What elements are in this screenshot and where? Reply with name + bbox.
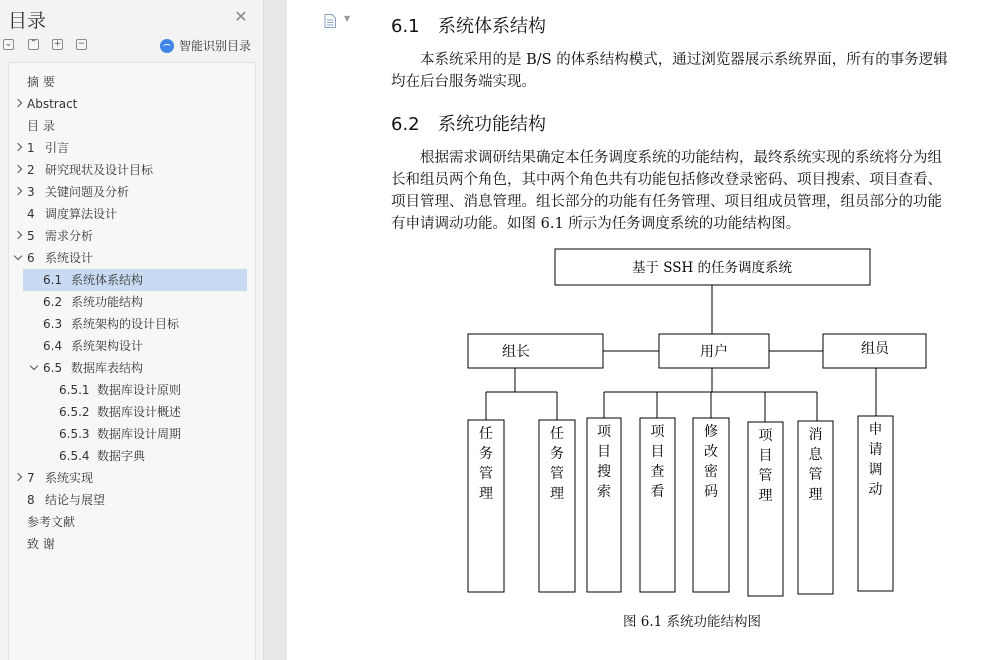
collapse-all-icon[interactable]: ⌄	[4, 39, 13, 49]
toc-item-label: 数据字典	[97, 449, 146, 463]
leaf-node-label: 项目管理	[758, 428, 773, 504]
chevron-right-icon[interactable]	[13, 99, 23, 109]
paragraph-line: 项目管理、消息管理。组长部分的功能有任务管理、项目组成员管理，组员部分的功能	[391, 194, 942, 210]
smart-toc-button[interactable]	[160, 37, 251, 54]
chevron-right-icon[interactable]	[13, 187, 23, 197]
chevron-right-icon[interactable]	[13, 473, 23, 483]
toc-item-number: 6.5	[43, 361, 63, 375]
toc-item-number: 6.4	[43, 339, 63, 353]
smart-toc-label: 智能识别目录	[179, 39, 252, 53]
section-title: 系统体系结构	[438, 16, 546, 37]
toc-item-number: 1	[27, 141, 35, 155]
toc-item[interactable]	[9, 357, 255, 379]
chevron-right-icon[interactable]	[13, 231, 23, 241]
toc-item[interactable]	[9, 93, 255, 115]
toc-item-label: 数据库设计周期	[97, 427, 182, 441]
leaf-node-label: 项目查看	[650, 424, 665, 500]
toc-item-label: 系统设计	[45, 251, 94, 265]
paragraph-line: 有申请调动功能。如图 6.1 所示为任务调度系统的功能结构图。	[391, 216, 801, 232]
toc-item-label: 结论与展望	[45, 493, 106, 507]
toc-item[interactable]	[9, 115, 255, 137]
toc-item[interactable]	[23, 269, 247, 291]
section-number: 6.2	[391, 114, 420, 135]
toc-item-label: 系统体系结构	[71, 273, 144, 287]
toc-item[interactable]	[9, 181, 255, 203]
leaf-node-label: 消息管理	[808, 427, 823, 503]
toc-item-number: 6.5.2	[59, 405, 90, 419]
expand-icon[interactable]: ⌃	[29, 39, 38, 49]
chevron-right-icon[interactable]	[13, 143, 23, 153]
toc-sidebar	[0, 0, 264, 660]
toc-item-number: 3	[27, 185, 35, 199]
toc-item-label: 系统架构设计	[71, 339, 144, 353]
toc-list	[8, 62, 256, 660]
toc-item[interactable]	[9, 489, 255, 511]
section-title: 系统功能结构	[438, 114, 546, 135]
toc-item[interactable]	[9, 225, 255, 247]
toc-item-number: 6.1	[43, 273, 63, 287]
toc-item[interactable]	[9, 401, 255, 423]
toc-item-number: 5	[27, 229, 35, 243]
document-page	[287, 0, 1008, 660]
toc-item[interactable]	[9, 71, 255, 93]
toc-item[interactable]	[9, 379, 255, 401]
toc-item[interactable]	[9, 159, 255, 181]
toc-item-number: 6.2	[43, 295, 63, 309]
toc-item-number: 4	[27, 207, 35, 221]
chevron-down-icon[interactable]	[13, 253, 23, 263]
chevron-down-icon[interactable]	[29, 363, 39, 373]
toc-item-label: 关键问题及分析	[45, 185, 130, 199]
member-label: 组员	[861, 341, 889, 357]
toc-item-number: 8	[27, 493, 35, 507]
leaf-node-label: 申请调动	[868, 422, 883, 498]
toc-item[interactable]	[9, 335, 255, 357]
toc-item-label: 致 谢	[27, 537, 55, 551]
leaf-nodes	[468, 416, 893, 596]
toc-item[interactable]	[9, 313, 255, 335]
toc-item[interactable]	[9, 467, 255, 489]
toc-item-label: 引言	[45, 141, 70, 155]
toc-item[interactable]	[9, 511, 255, 533]
toc-item-label: 摘 要	[27, 75, 55, 89]
toc-item-label: 系统功能结构	[71, 295, 144, 309]
toc-item-number: 6.5.4	[59, 449, 90, 463]
chevron-down-icon[interactable]: ▼	[344, 14, 351, 23]
toc-item-label: 数据库设计概述	[97, 405, 182, 419]
root-label: 基于 SSH 的任务调度系统	[631, 260, 793, 276]
chevron-right-icon[interactable]	[13, 165, 23, 175]
toc-item-label: 研究现状及设计目标	[45, 163, 154, 177]
leaf-node-label: 项目搜索	[597, 424, 611, 500]
section-number: 6.1	[391, 16, 420, 37]
figure-caption: 图 6.1 系统功能结构图	[623, 614, 762, 630]
paragraph-line: 长和组员两个角色，其中两个角色共有功能包括修改登录密码、项目搜索、项目查看、	[391, 172, 942, 188]
toc-item[interactable]	[9, 423, 255, 445]
toc-item-label: Abstract	[27, 97, 78, 111]
leader-label: 组长	[502, 344, 530, 360]
toc-item-label: 数据库设计原则	[97, 383, 182, 397]
close-icon[interactable]: ✕	[234, 7, 248, 26]
smart-recognize-icon	[160, 39, 174, 53]
toc-item-number: 6.5.1	[59, 383, 90, 397]
toc-item[interactable]	[9, 445, 255, 467]
leaf-node-label: 任务管理	[550, 426, 564, 502]
leader-node	[468, 334, 603, 368]
toc-item-number: 7	[27, 471, 35, 485]
paragraph-line: 均在后台服务端实现。	[391, 74, 536, 90]
user-label: 用户	[700, 344, 728, 360]
toc-item-label: 参考文献	[27, 515, 76, 529]
toc-item-number: 6.3	[43, 317, 63, 331]
toc-item-label: 目 录	[27, 119, 55, 133]
toc-item-label: 系统实现	[45, 471, 94, 485]
toc-item-label: 调度算法设计	[45, 207, 118, 221]
toc-item-number: 6	[27, 251, 35, 265]
remove-icon[interactable]: −	[77, 39, 86, 49]
leaf-node-label: 任务管理	[479, 426, 493, 502]
toc-title: 目录	[8, 10, 47, 32]
function-structure-diagram	[287, 0, 1008, 660]
toc-item[interactable]	[9, 533, 255, 555]
paragraph-line: 本系统采用的是 B/S 的体系结构模式，通过浏览器展示系统界面，所有的事务逻辑	[391, 52, 948, 68]
toc-item-label: 数据库表结构	[71, 361, 144, 375]
toc-item-number: 6.5.3	[59, 427, 90, 441]
toc-item[interactable]	[9, 291, 255, 313]
toc-item[interactable]	[9, 247, 255, 269]
add-icon[interactable]: +	[53, 39, 62, 49]
toc-item[interactable]	[9, 203, 255, 225]
toc-item-label: 系统架构的设计目标	[71, 317, 180, 331]
toc-item-number: 2	[27, 163, 35, 177]
paragraph-line: 根据需求调研结果确定本任务调度系统的功能结构，最终系统实现的系统将分为组	[391, 150, 942, 166]
toc-item-label: 需求分析	[45, 229, 94, 243]
leaf-node-label: 修改密码	[704, 424, 718, 500]
toc-item[interactable]	[9, 137, 255, 159]
